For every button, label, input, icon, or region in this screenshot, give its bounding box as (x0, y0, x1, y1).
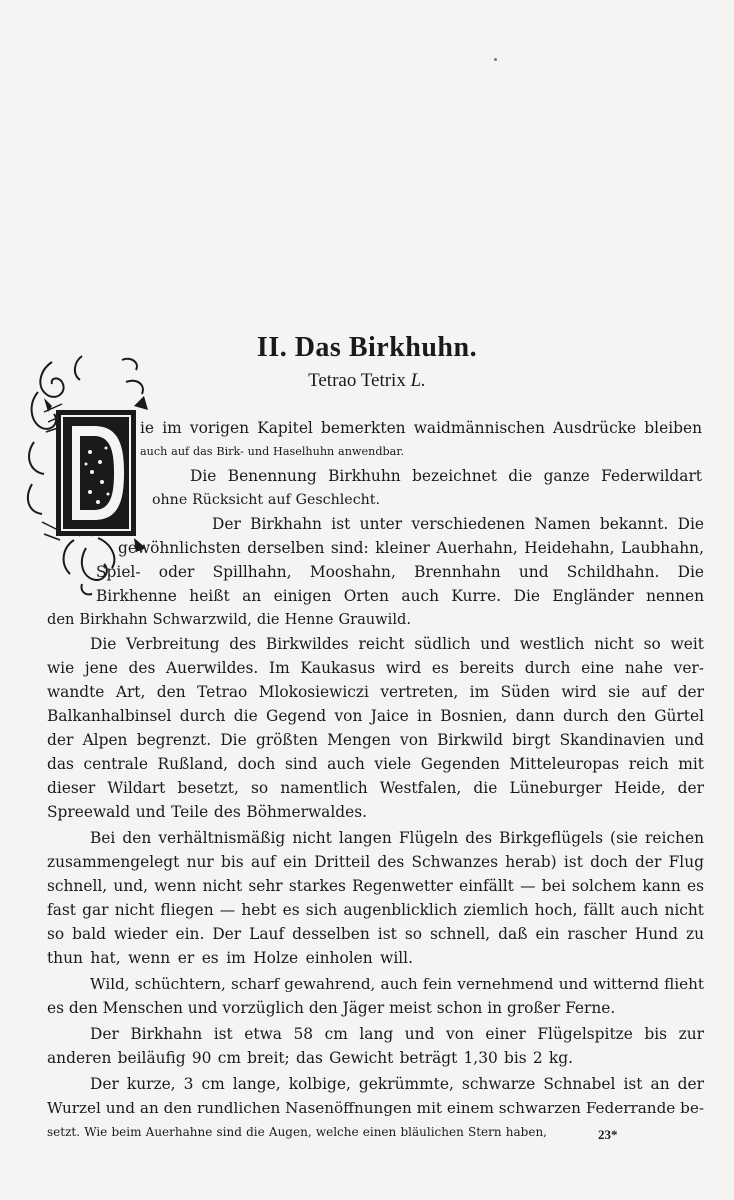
text-line: Balkanhalbinsel durch die Gegend von Jaice in Bosnien, dann durch den Gürtel (47, 707, 704, 725)
text-line: wandte Art, den Tetrao Mlokosiewiczi vertreten, im Süden wird sie auf der (47, 683, 704, 701)
text-line: ie im vorigen Kapitel bemerkten waidmännischen Ausdrücke bleiben (140, 419, 702, 437)
text-line: den Birkhahn Schwarzwild, die Henne Grauwild. (47, 611, 411, 628)
text-line: Der Birkhahn ist etwa 58 cm lang und von einer Flügelspitze bis zur (90, 1025, 704, 1043)
species-name: Tetrao Tetrix (308, 370, 411, 391)
paper-speck (494, 58, 497, 61)
text-line: Der kurze, 3 cm lange, kolbige, gekrümmte, schwarze Schnabel ist an der (90, 1075, 704, 1093)
page-number: 23* (598, 1127, 618, 1142)
text-line: Birkhenne heißt an einigen Orten auch Kurre. Die Engländer nennen (96, 587, 704, 605)
text-line: fast gar nicht fliegen — hebt es sich augenblicklich ziemlich hoch, fällt auch nicht (47, 901, 704, 919)
text-line: thun hat, wenn er es im Holze einholen will. (47, 949, 413, 967)
text-line: so bald wieder ein. Der Lauf desselben ist so schnell, daß ein rascher Hund zu (47, 925, 704, 943)
text-line: zusammengelegt nur bis auf ein Dritteil des Schwanzes herab) ist doch der Flug (47, 853, 704, 871)
text-line: schnell, und, wenn nicht sehr starkes Regenwetter einfällt — bei solchem kann es (47, 877, 704, 895)
text-line: auch auf das Birk- und Haselhuhn anwendbar. (140, 445, 404, 458)
text-line: gewöhnlichsten derselben sind: kleiner Auerhahn, Heidehahn, Laubhahn, (118, 539, 704, 557)
text-line: Bei den verhältnismäßig nicht langen Flügeln des Birkgeflügels (sie reichen (90, 829, 704, 847)
text-line: ohne Rücksicht auf Geschlecht. (152, 492, 380, 508)
text-line: Spreewald und Teile des Böhmerwaldes. (47, 803, 367, 821)
text-line: Spiel- oder Spillhahn, Mooshahn, Brennhahn und Schildhahn. Die (96, 563, 704, 581)
text-line: das centrale Rußland, doch sind auch viele Gegenden Mitteleuropas reich mit (47, 755, 704, 773)
text-line: Die Verbreitung des Birkwildes reicht südlich und westlich nicht so weit (90, 635, 704, 653)
text-line: der Alpen begrenzt. Die größten Mengen von Birkwild birgt Skandinavien und (47, 731, 704, 749)
text-line: Wurzel und an den rundlichen Nasenöffnungen mit einem schwarzen Federrande be- (47, 1099, 704, 1117)
text-line: es den Menschen und vorzüglich den Jäger meist schon in großer Ferne. (47, 999, 616, 1017)
text-line: setzt. Wie beim Auerhahne sind die Augen, welche einen bläulichen Stern haben, (47, 1125, 547, 1139)
text-line: wie jene des Auerwildes. Im Kaukasus wird es bereits durch eine nahe ver- (47, 659, 704, 677)
text-line: dieser Wildart besetzt, so namentlich Westfalen, die Lüneburger Heide, der (47, 779, 704, 797)
text-line: Wild, schüchtern, scharf gewahrend, auch fein vernehmend und witternd flieht (90, 975, 704, 993)
chapter-title: II. Das Birkhuhn. (256, 332, 478, 363)
text-line: Der Birkhahn ist unter verschiedenen Namen bekannt. Die (212, 515, 704, 533)
species-author: L. (410, 370, 426, 391)
text-line: anderen beiläufig 90 cm breit; das Gewicht beträgt 1,30 bis 2 kg. (47, 1049, 573, 1067)
text-line: Die Benennung Birkhuhn bezeichnet die ganze Federwildart (190, 467, 702, 485)
